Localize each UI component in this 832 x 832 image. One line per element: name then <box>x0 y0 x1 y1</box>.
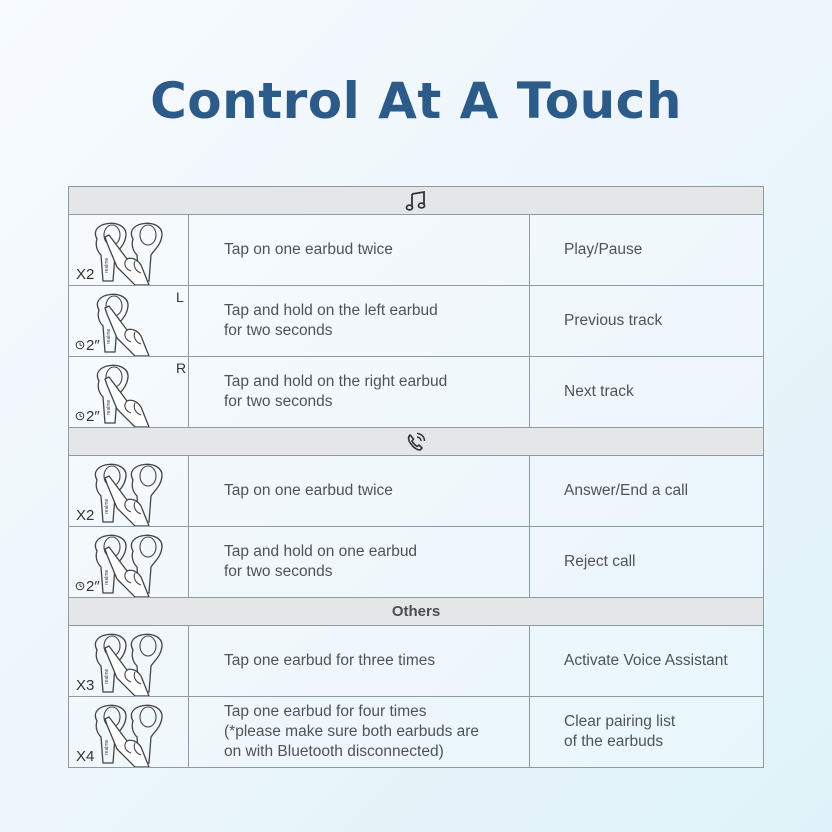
result-line: Activate Voice Assistant <box>564 652 728 669</box>
gesture-badge: X3 <box>76 677 95 694</box>
earbud-gesture-illustration <box>69 697 188 767</box>
earbud-gesture-illustration <box>69 456 188 526</box>
description-line: Tap on one earbud twice <box>224 241 393 258</box>
result-line: Reject call <box>564 553 636 570</box>
phone-call-icon <box>405 431 427 453</box>
control-row <box>69 456 764 527</box>
description-line: Tap one earbud for three times <box>224 652 436 669</box>
gesture-result <box>530 215 764 286</box>
gesture-cell <box>69 697 189 768</box>
gesture-description <box>189 215 530 286</box>
gesture-badge: 2″ <box>86 578 100 595</box>
control-row <box>69 357 764 428</box>
gesture-badge: X4 <box>76 748 95 765</box>
description-line: Tap and hold on the right earbud <box>224 373 448 390</box>
earbud-brand-logo: realme <box>104 498 110 514</box>
earbud-brand-logo: realme <box>104 668 110 684</box>
earbud-brand-logo: realme <box>104 569 110 585</box>
gesture-description <box>189 286 530 357</box>
section-header-music <box>69 187 764 215</box>
control-row <box>69 286 764 357</box>
result-line: Clear pairing list <box>564 713 676 730</box>
gesture-description <box>189 357 530 428</box>
gesture-description <box>189 697 530 768</box>
gesture-cell <box>69 215 189 286</box>
gesture-result <box>530 286 764 357</box>
earbud-gesture-illustration <box>69 626 188 696</box>
gesture-result <box>530 626 764 697</box>
description-line: on with Bluetooth disconnected) <box>224 743 444 760</box>
result-line: Play/Pause <box>564 241 643 258</box>
gesture-description <box>189 626 530 697</box>
gesture-badge: 2″ <box>86 337 100 354</box>
description-line: for two seconds <box>224 393 333 410</box>
earbud-gesture-illustration <box>69 215 188 285</box>
earbud-gesture-illustration <box>69 357 188 427</box>
earbud-side-label: L <box>176 289 184 305</box>
gesture-badge: X2 <box>76 266 95 283</box>
gesture-result <box>530 357 764 428</box>
music-note-icon <box>405 190 427 212</box>
control-row <box>69 626 764 697</box>
description-line: (*please make sure both earbuds are <box>224 723 480 740</box>
controls-table <box>68 186 764 768</box>
gesture-badge: 2″ <box>86 408 100 425</box>
earbud-brand-logo: realme <box>104 739 110 755</box>
earbud-brand-logo: realme <box>106 328 112 344</box>
section-header-calls <box>69 428 764 456</box>
result-line: of the earbuds <box>564 733 664 750</box>
control-row <box>69 697 764 768</box>
gesture-result <box>530 527 764 598</box>
gesture-description <box>189 456 530 527</box>
earbud-gesture-illustration <box>69 527 188 597</box>
gesture-cell <box>69 527 189 598</box>
description-line: Tap on one earbud twice <box>224 482 393 499</box>
earbud-brand-logo: realme <box>104 257 110 273</box>
gesture-cell <box>69 456 189 527</box>
section-header-others <box>69 598 764 626</box>
gesture-badge: X2 <box>76 507 95 524</box>
earbud-brand-logo: realme <box>106 399 112 415</box>
description-line: Tap and hold on the left earbud <box>224 302 438 319</box>
gesture-description <box>189 527 530 598</box>
description-line: for two seconds <box>224 563 333 580</box>
control-row <box>69 527 764 598</box>
result-line: Next track <box>564 383 634 400</box>
gesture-result <box>530 456 764 527</box>
earbud-side-label: R <box>176 360 187 376</box>
result-line: Answer/End a call <box>564 482 689 499</box>
gesture-cell <box>69 626 189 697</box>
description-line: Tap one earbud for four times <box>224 703 427 720</box>
page-title: Control At A Touch <box>150 72 682 130</box>
control-row <box>69 215 764 286</box>
description-line: for two seconds <box>224 322 333 339</box>
gesture-result <box>530 697 764 768</box>
section-header-label: Others <box>69 598 764 626</box>
gesture-cell <box>69 357 189 428</box>
gesture-cell <box>69 286 189 357</box>
result-line: Previous track <box>564 312 663 329</box>
description-line: Tap and hold on one earbud <box>224 543 418 560</box>
earbud-gesture-illustration <box>69 286 188 356</box>
